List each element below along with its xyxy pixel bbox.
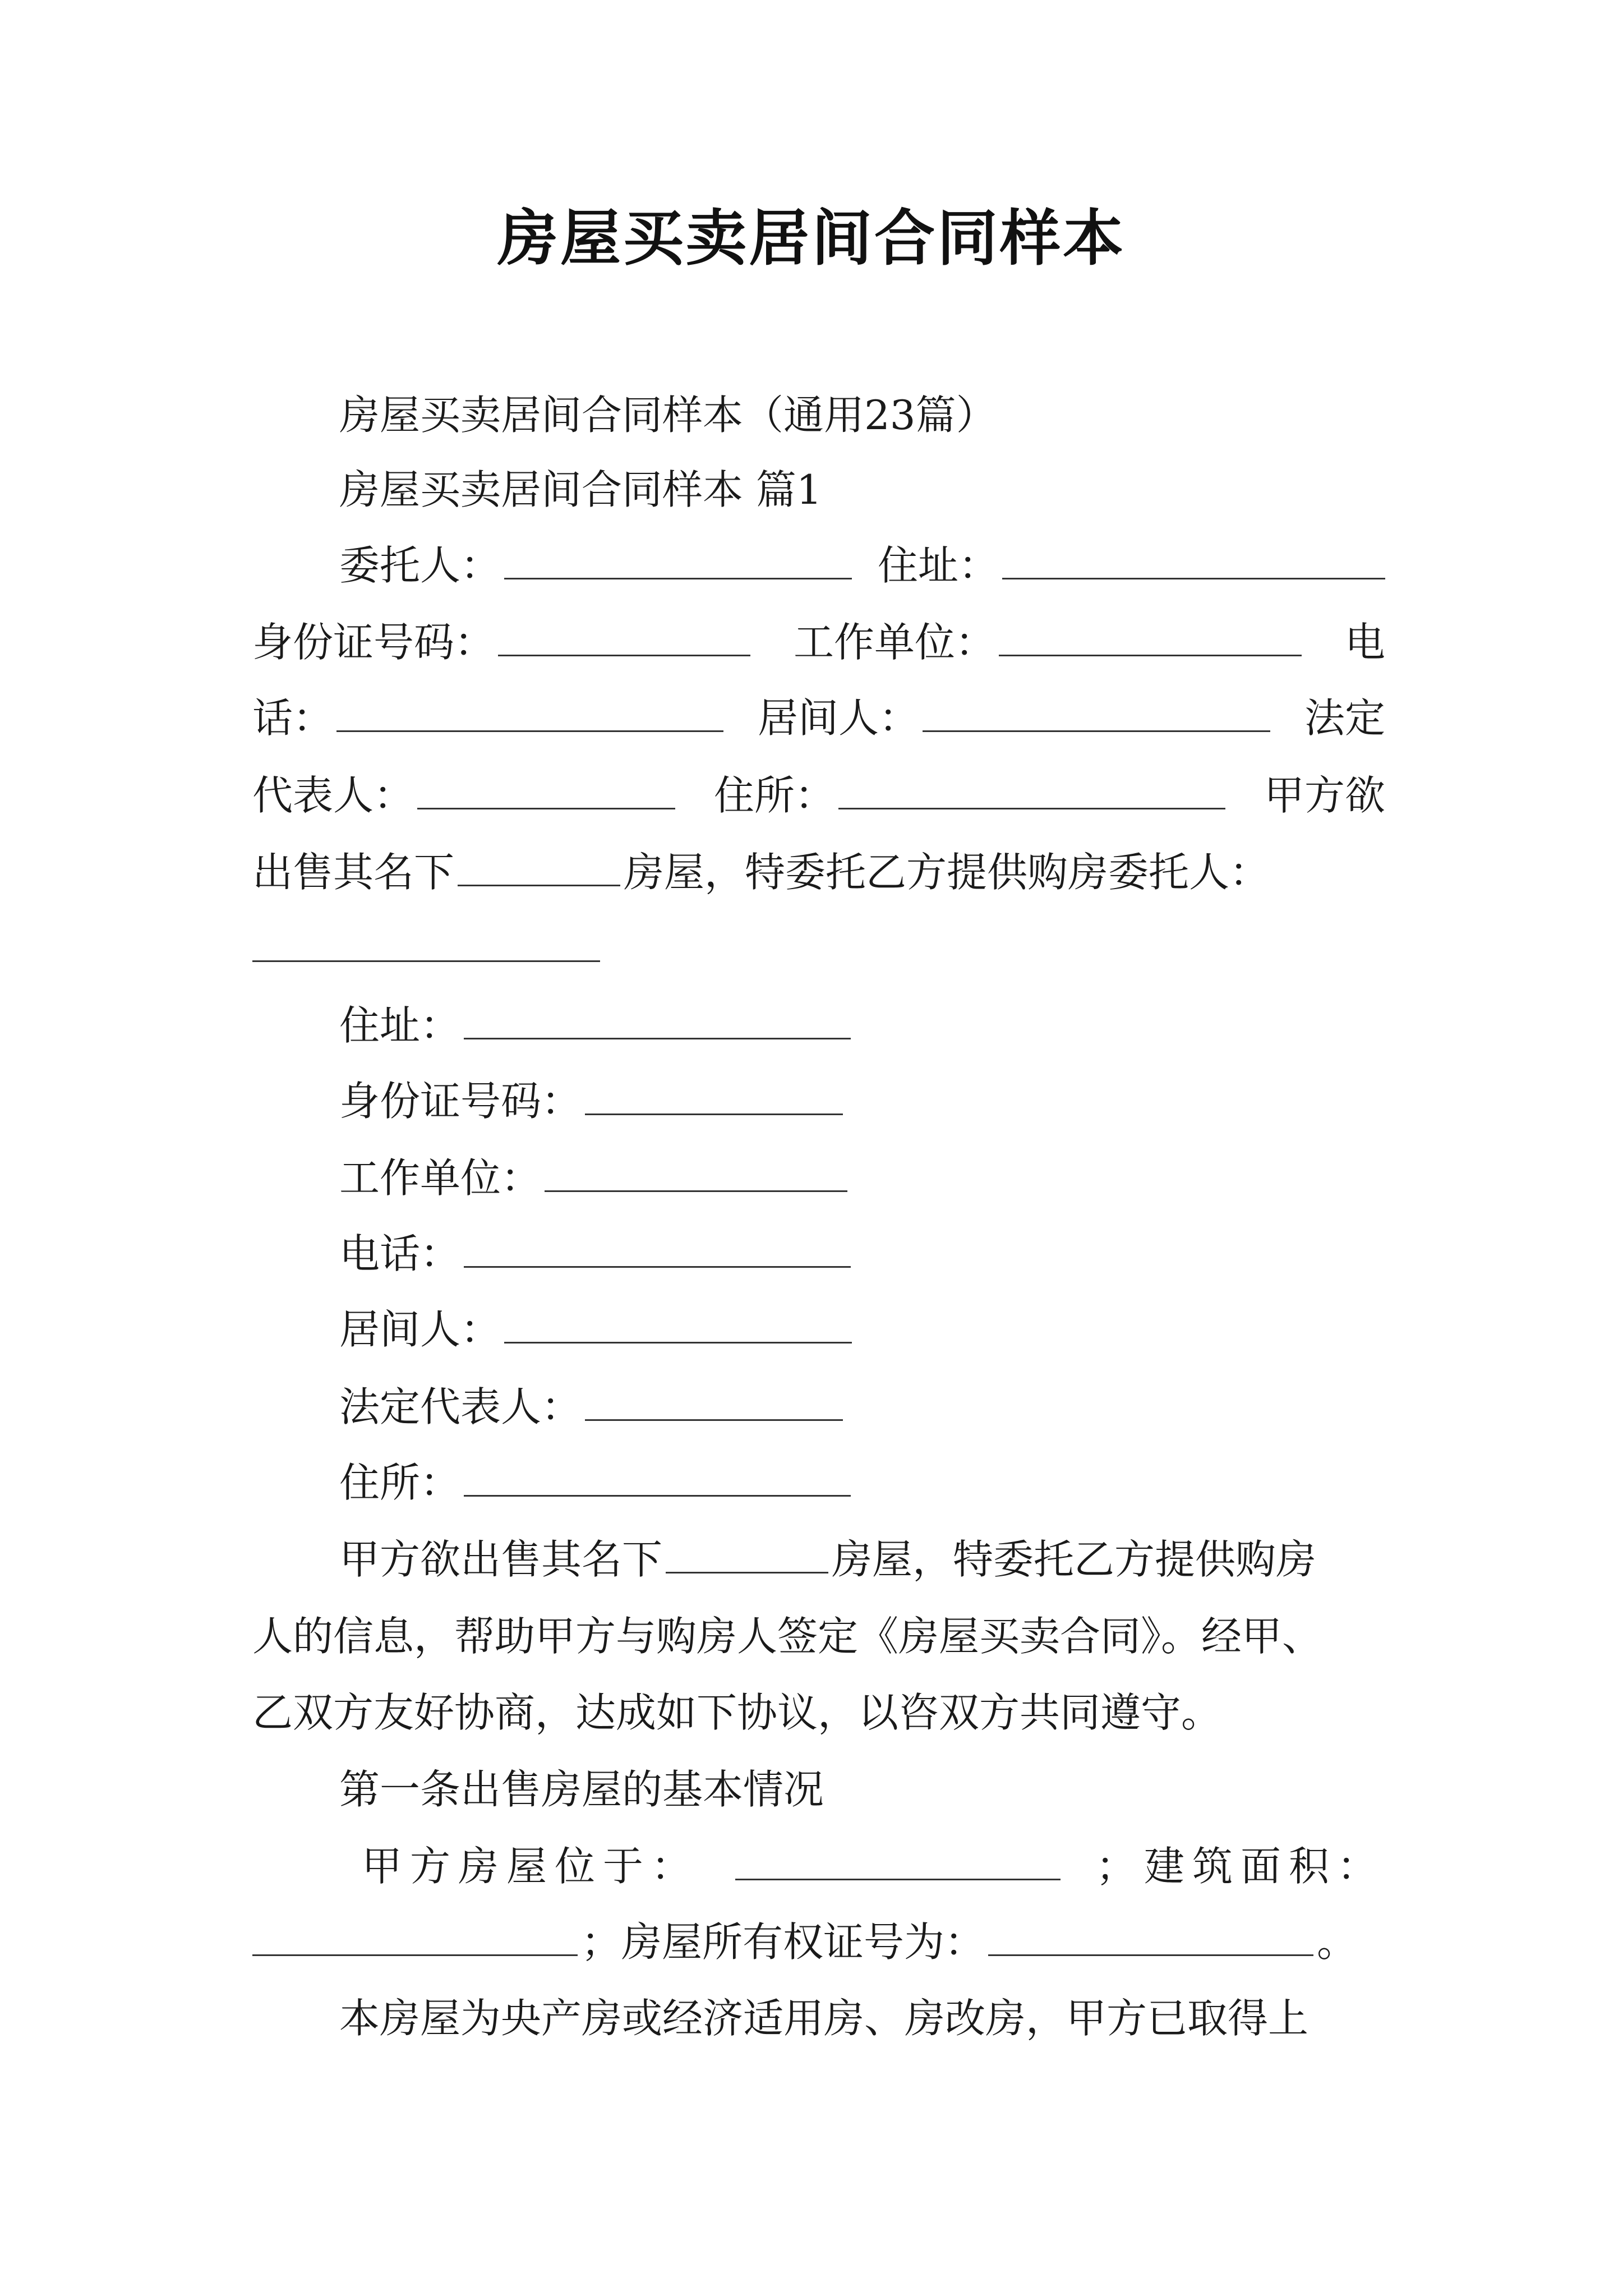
paragraph-line-2: 人的信息，帮助甲方与购房人签定《房屋买卖合同》。经甲、 — [252, 1613, 1323, 1660]
address-blank[interactable] — [1002, 543, 1385, 579]
broker-blank[interactable] — [923, 696, 1270, 732]
buyer-phone-line: 电话： — [252, 1226, 1385, 1282]
article-1-heading: 第一条出售房屋的基本情况 — [339, 1766, 824, 1813]
sell-line: 出售其名下 房屋，特委托乙方提供购房委托人： — [252, 849, 1270, 896]
buyer-phone-blank[interactable] — [464, 1231, 851, 1268]
area-blank[interactable] — [252, 1920, 578, 1956]
buyer-work-blank[interactable] — [545, 1156, 847, 1192]
article-1-cert-line: ；房屋所有权证号为： 。 — [252, 1914, 1385, 1970]
buyer-entrustor-line — [252, 920, 1385, 976]
paragraph-line-1: 甲方欲出售其名下 房屋，特委托乙方提供购房 — [339, 1536, 1317, 1583]
buyer-address-blank[interactable] — [464, 1003, 851, 1039]
page-title: 房屋买卖居间合同样本 — [497, 203, 1126, 274]
legal-rep-line: 代表人： 住所： 甲方欲 — [252, 772, 1385, 819]
buyer-entrustor-blank[interactable] — [252, 926, 600, 962]
paragraph-property-blank[interactable] — [666, 1537, 828, 1573]
article-1-location-line: 甲方房屋位于： ；建筑面积： — [362, 1843, 1385, 1890]
document-subtitle: 房屋买卖居间合同样本（通用23篇） — [339, 392, 997, 439]
id-number-blank[interactable] — [498, 620, 750, 656]
buyer-id-line: 身份证号码： — [252, 1073, 1385, 1129]
buyer-residence-blank[interactable] — [464, 1460, 851, 1497]
buyer-address-line: 住址： — [252, 997, 1385, 1053]
legal-rep-blank[interactable] — [417, 773, 675, 809]
phone-blank[interactable] — [336, 696, 723, 732]
location-blank[interactable] — [735, 1844, 1061, 1880]
buyer-legal-blank[interactable] — [585, 1384, 843, 1421]
buyer-work-line: 工作单位： — [252, 1150, 1385, 1206]
section-heading: 房屋买卖居间合同样本 篇1 — [339, 466, 822, 513]
buyer-broker-blank[interactable] — [504, 1307, 852, 1343]
buyer-broker-line: 居间人： — [252, 1301, 1385, 1358]
entrustor-line: 委托人： 住址： — [252, 537, 1385, 593]
buyer-id-blank[interactable] — [585, 1079, 843, 1115]
work-unit-blank[interactable] — [999, 620, 1302, 656]
id-line: 身份证号码： 工作单位： 电 — [252, 619, 1385, 666]
phone-line: 话： 居间人： 法定 — [252, 694, 1385, 742]
residence-blank[interactable] — [838, 773, 1225, 809]
buyer-legal-line: 法定代表人： — [252, 1379, 1385, 1435]
entrustor-blank[interactable] — [504, 543, 852, 579]
paragraph-last-line: 本房屋为央产房或经济适用房、房改房，甲方已取得上 — [339, 1995, 1309, 2042]
property-blank[interactable] — [458, 850, 620, 886]
cert-blank[interactable] — [988, 1920, 1313, 1956]
buyer-residence-line: 住所： — [252, 1455, 1385, 1511]
paragraph-line-3: 乙双方友好协商，达成如下协议，以咨双方共同遵守。 — [252, 1689, 1222, 1736]
